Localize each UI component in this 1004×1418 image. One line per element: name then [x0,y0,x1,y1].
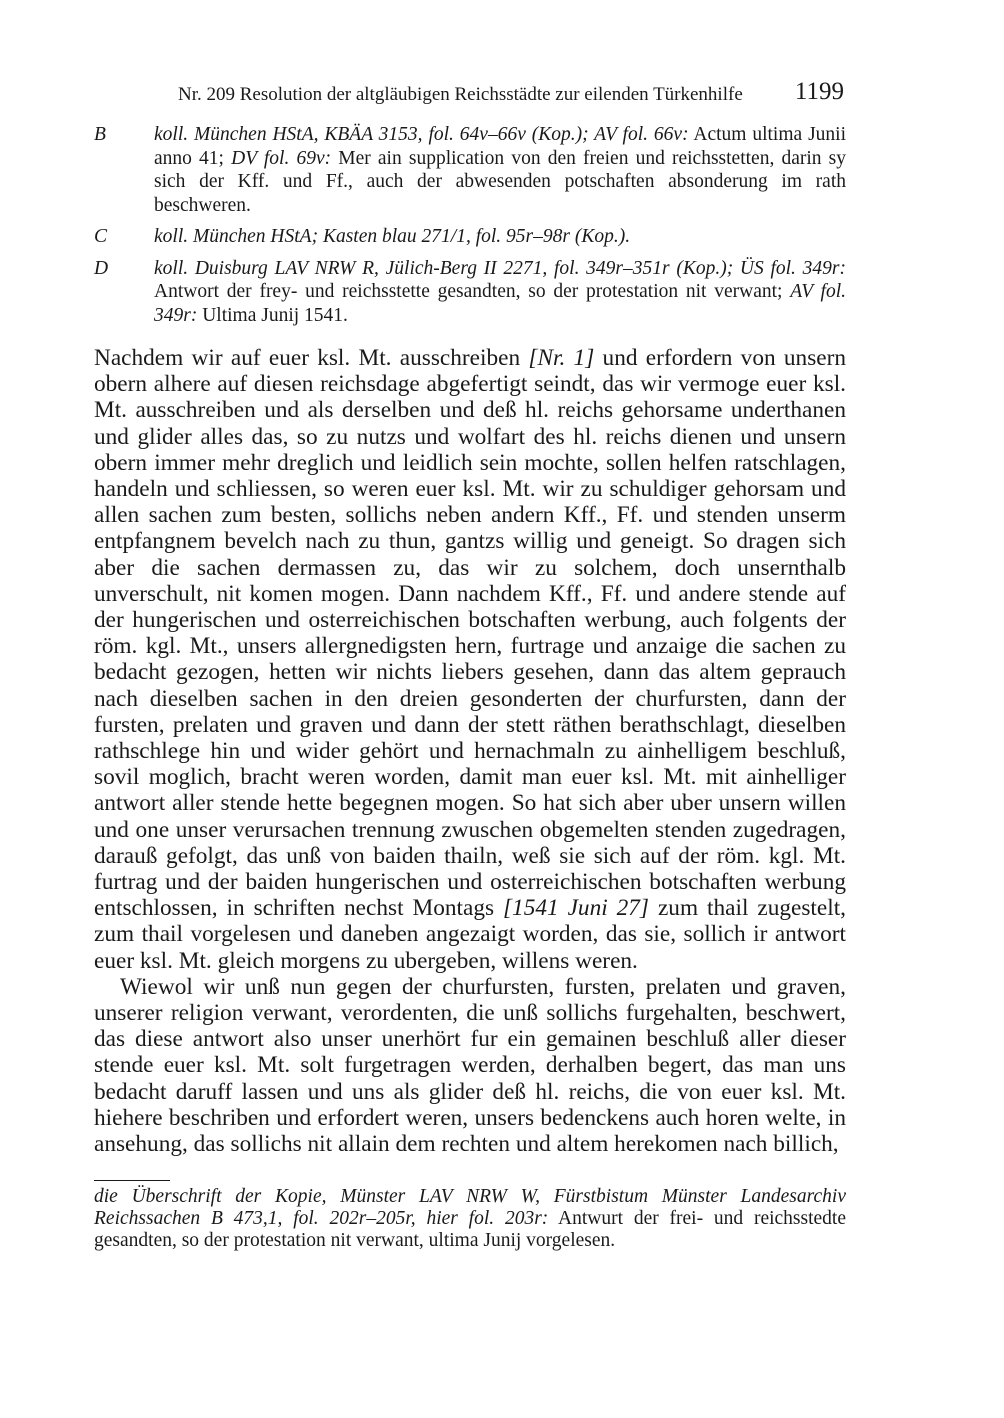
footnote-rule [94,1180,170,1181]
source-reference: koll. München HStA, KBÄA 3153, fol. 64v–66v (Kop.); AV fol. 66v: [154,124,689,145]
source-list [94,123,846,335]
source-text-2: Mer ain supplication von den freien und reichsstetten, darin sy sich der Kff. und Ff., auch der abwesenden potschaften absonderung im rath beschweren. [154,147,846,216]
body-text: Nachdem wir auf euer ksl. Mt. ausschreiben [94,345,529,371]
running-title: Nr. 209 Resolution der altgläubigen Reichsstädte zur eilenden Türkenhilfe [178,84,743,105]
body-paragraph-2: Wiewol wir unß nun gegen der churfursten, fursten, prelaten und graven, unserer religion verwant, verordenten, die unß sollichs furgehalten, beschwert, das diese antwort also unser unerhört fur ein gemainen beschluß aller dieser stende euer ksl. Mt. solt furgetragen werden, derhalben begert, das man uns bedacht daruff lassen und uns als glider deß hl. reichs, die von euer ksl. Mt. hiehere beschriben und erfordert weren, unsers bedenckens auch horen welte, in ansehung, das sollichs nit allain dem rechten und altem herekomen nach billich, [94,973,846,1158]
source-reference: koll. München HStA; Kasten blau 271/1, fol. 95r–98r (Kop.). [154,226,631,247]
source-entry-b [94,123,846,217]
page-number: 1199 [794,78,844,105]
source-siglum: D [94,257,109,279]
source-reference-2: DV fol. 69v: [231,147,332,169]
body-paragraph-1 [94,345,846,974]
source-reference: koll. Duisburg LAV NRW R, Jülich-Berg II 2271, fol. 349r–351r (Kop.); ÜS fol. 349r: [154,257,846,279]
running-header [168,78,848,110]
body-text: und erfordern von unsern obern alhere auf diesen reichsdage abgefertigt seindt, das wir vermoge euer ksl. Mt. ausschreiben und als derselben und deß hl. reichs gehorsame underthanen und glider alles das, so zu nutzs und wolfart des hl. reichs dienen und unsern obern immer mehr dreglich und leidlich sein mochte, sollen helfen ratschlagen, handeln und schliessen, so weren euer ksl. Mt. wir zu schuldiger gehorsam und allen sachen zum besten, sollichs neben andern Kff., Ff. und stenden unserm entpfangnem bevelch nach zu thun, gantzs willig und geneigt. So dragen sich aber die sachen dermassen zu, das wir zu solchem, doch unsernthalb unverschult, nit komen mogen. Dann nachdem Kff., Ff. und andere stende auf der hungerischen und osterreichischen botschaften werbung, auch folgents der röm. kgl. Mt., unsers allergnedigsten hern, furtrage und anzaige die sachen zu bedacht gezogen, hetten wir nichts liebers gesehen, dann das altem geprauch nach dieselben sachen in den dreien gesonderten der churfursten, dann der fursten, prelaten und graven und dann der stett räthen berathschlagt, dieselben rathschlege hin und wider gehört und hernachmaln zu ainhelligem beschluß, sovil moglich, bracht weren worden, damit man euer ksl. Mt. mit ainhelliger antwort aller stende hette begegnen mogen. So hat sich aber uber unsern willen und one unser verursachen trennung zwuschen obgemelten stenden zugedragen, darauß gefolgt, das unß von baiden thailn, weß sie sich auf der röm. kgl. Mt. furtrag und der baiden hungerischen und osterreichischen botschaften werbung entschlossen, in schriften nechst Montags [94,345,847,922]
source-text: Antwort der frey- und reichsstette gesandten, so der protestation nit verwant; [154,281,791,302]
source-entry-c [94,225,846,249]
body-text: zum thail zugestelt, zum thail vorgelesen und daneben angezaigt worden, das sie, sollich ir antwort euer ksl. Mt. gleich morgens zu ubergeben, willens weren. [94,895,846,974]
editorial-date: [1541 Juni 27] [502,895,650,922]
editorial-reference: [Nr. 1] [528,345,595,371]
source-siglum: C [94,226,108,247]
footnote-reference: die Überschrift der Kopie, Münster LAV NRW W, Fürstbistum Münster Landesarchiv Reichssachen B 473,1, fol. 202r–205r, hier fol. 203r: [94,1186,846,1229]
source-reference-2: AV fol. 349r: [154,281,846,326]
footnote [94,1186,846,1252]
source-text-2: Ultima Junij 1541. [197,304,348,326]
main-text [94,345,846,1157]
footnote-text: Antwurt der frei- und reichsstedte gesandten, so der protestation nit verwant, ultima Junij vorgelesen. [94,1208,847,1251]
source-siglum: B [94,124,106,145]
source-text: Actum ultima Junii anno 41; [154,124,846,169]
source-entry-d [94,257,846,328]
